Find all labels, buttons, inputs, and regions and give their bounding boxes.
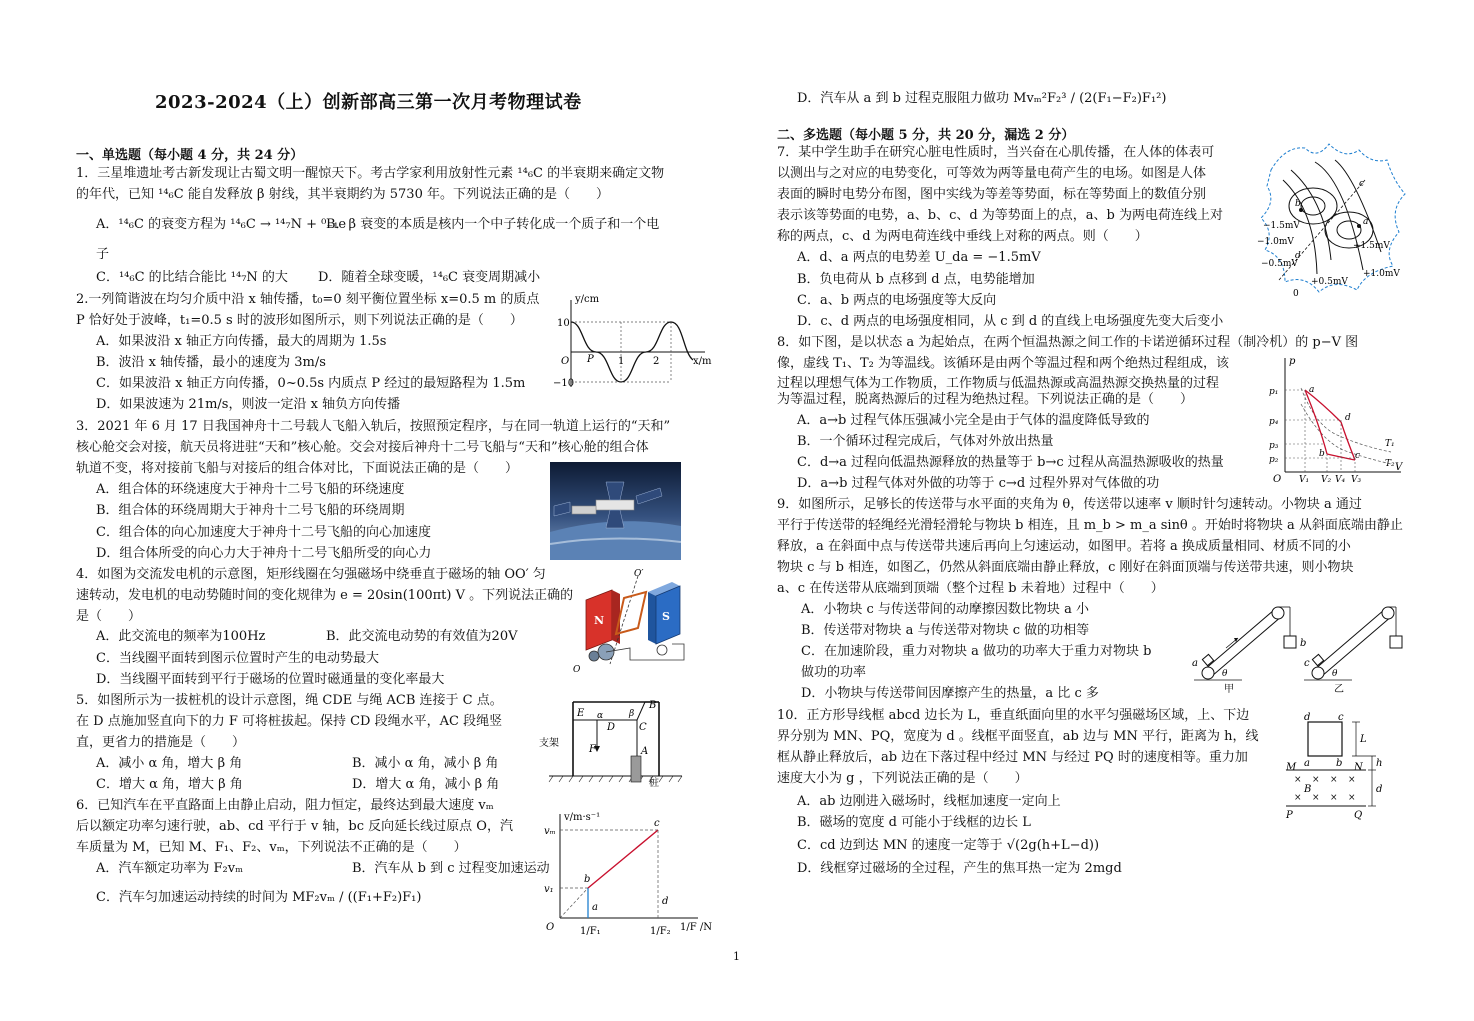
- q5-option-d: D．增大 α 角，减小 β 角: [352, 777, 500, 792]
- q9-label-a: a: [1192, 658, 1198, 669]
- q9-option-d: D．小物块与传送带间因摩擦产生的热量，a 比 c 多: [801, 686, 1099, 701]
- q8-stem-2: 像，虚线 T₁、T₂ 为等温线。该循环是由两个等温过程和两个绝热过程组成，该: [777, 356, 1230, 371]
- q9-label-theta1: θ: [1222, 669, 1228, 679]
- q4-option-a: A．此交流电的频率为100Hz: [96, 629, 266, 644]
- q6-option-b: B．汽车从 b 到 c 过程变加速运动: [352, 861, 550, 876]
- q7-label-m15: −1.5mV: [1263, 221, 1300, 231]
- q3-option-d: D．组合体所受的向心力大于神舟十二号飞船所受的向心力: [96, 546, 432, 561]
- q5-pile-puller-figure: [537, 694, 687, 789]
- q3-spacecraft-photo: [550, 462, 681, 560]
- q2-y-label: y/cm: [575, 294, 600, 305]
- q8-option-a: A．a→b 过程气体压强减小完全是由于气体的温度降低导致的: [797, 413, 1150, 428]
- q9-stem-3: 释放，a 在斜面中点与传送带共速后再向上匀速运动，如图甲。若将 a 换成质量相同、材质不同的小: [777, 539, 1351, 554]
- q2-option-a: A．如果波沿 x 轴正方向传播，最大的周期为 1.5s: [96, 334, 387, 349]
- q5-stem-2: 在 D 点施加竖直向下的力 F 可将桩拔起。保持 CD 段绳水平，AC 段绳竖: [76, 714, 503, 729]
- q5-option-c: C．增大 α 角，增大 β 角: [96, 777, 243, 792]
- q6-velocity-graph: [538, 806, 712, 946]
- q8-label-v: V: [1395, 462, 1403, 473]
- q7-stem-5: 称的两点，c、d 为两电荷连线中垂线上对称的两点。则（ ）: [777, 229, 1148, 244]
- q3-stem-1: 3．2021 年 6 月 17 日我国神舟十二号载人飞船入轨后，按照预定程序，与在同一轨道上运行的“天和”: [76, 419, 671, 434]
- section-multiple-choice: 二、多选题（每小题 5 分，共 20 分，漏选 2 分）: [777, 128, 1075, 143]
- svg-text:×: ×: [1312, 775, 1320, 785]
- q8-point-c: c: [1355, 451, 1361, 461]
- q10-label-q: Q: [1354, 810, 1363, 821]
- q7-label-m10: −1.0mV: [1257, 237, 1294, 247]
- q8-point-b: b: [1319, 449, 1325, 459]
- q5-stem-1: 5．如图所示为一拔桩机的设计示意图，绳 CDE 与绳 ACB 连接于 C 点。: [76, 693, 503, 708]
- q10-option-a: A．ab 边刚进入磁场时，线框加速度一定向上: [797, 794, 1061, 809]
- q6-x-label: 1/F /N: [680, 922, 712, 933]
- q8-label-v2: V₂: [1321, 475, 1332, 485]
- q4-label-o: O: [573, 665, 581, 675]
- q4-label-o-prime: O′: [634, 569, 644, 579]
- q9-conveyor-figure: [1186, 596, 1406, 696]
- q8-stem-1: 8．如下图，是以状态 a 为起始点，在两个恒温热源之间工作的卡诺逆循环过程（制冷机）的 p−V 图: [777, 335, 1359, 350]
- q3-option-a: A．组合体的环绕速度大于神舟十二号飞船的环绕速度: [96, 482, 405, 497]
- q8-label-p1: p₁: [1269, 387, 1279, 397]
- q3-option-b: B．组合体的环绕周期大于神舟十二号飞船的环绕周期: [96, 503, 405, 518]
- q5-label-frame: 支架: [539, 738, 559, 749]
- q7-label-p10: +1.0mV: [1363, 269, 1400, 279]
- q9-stem-1: 9．如图所示，足够长的传送带与水平面的夹角为 θ，传送带以速率 v 顺时针匀速转动。小物块 a 通过: [777, 497, 1362, 512]
- q6-label-b: b: [584, 874, 591, 885]
- q1-option-a: A．¹⁴₆C 的衰变方程为 ¹⁴₆C → ¹⁴₇N + ⁰₋₁e: [96, 217, 347, 232]
- q8-label-p: p: [1289, 356, 1296, 367]
- q7-stem-3: 表面的瞬时电势分布图，图中实线为等差等势面，标在等势面上的数值分别: [777, 187, 1207, 202]
- q2-point-p: P: [587, 354, 594, 365]
- q6-label-d: d: [662, 896, 669, 907]
- q8-option-c: C．d→a 过程向低温热源释放的热量等于 b→c 过程从高温热源吸收的热量: [797, 455, 1224, 470]
- q5-pile: [631, 756, 641, 782]
- q10-label-c: c: [1338, 712, 1344, 723]
- q9-caption-yi: 乙: [1334, 684, 1344, 695]
- q6-label-a: a: [592, 902, 598, 913]
- q10-label-n: N: [1354, 762, 1363, 773]
- q2-option-c: C．如果波沿 x 轴正方向传播，0~0.5s 内质点 P 经过的最短路程为 1.5m: [96, 376, 526, 391]
- q1-option-c: C．¹⁴₆C 的比结合能比 ¹⁴₇N 的大: [96, 270, 288, 285]
- q8-pv-diagram: [1265, 354, 1405, 484]
- q10-label-h: h: [1376, 758, 1383, 769]
- q6-y-label: v/m·s⁻¹: [564, 812, 601, 823]
- q8-label-v3: V₃: [1351, 475, 1362, 485]
- q8-label-t1: T₁: [1385, 439, 1395, 449]
- q1-stem-2: 的年代，已知 ¹⁴₆C 能自发释放 β 射线，其半衰期约为 5730 年。下列说法正确的是（ ）: [76, 187, 609, 202]
- q6-stem-2: 后以额定功率匀速行驶，ab、cd 平行于 v 轴，bc 反向延长线过原点 O，汽: [76, 819, 513, 834]
- q8-label-p2: p₂: [1269, 455, 1279, 465]
- svg-text:×: ×: [1294, 793, 1302, 803]
- q5-label-a: A: [641, 746, 649, 757]
- q10-option-b: B．磁场的宽度 d 可能小于线框的边长 L: [797, 815, 1031, 830]
- q5-label-e: E: [577, 708, 585, 719]
- q6-label-c: c: [654, 818, 660, 829]
- q9-option-c: C．在加速阶段，重力对物块 a 做功的功率大于重力对物块 b: [801, 644, 1152, 659]
- q9-option-a: A．小物块 c 与传送带间的动摩擦因数比物块 a 小: [801, 602, 1089, 617]
- q4-option-b: B．此交流电动势的有效值为20V: [326, 629, 518, 644]
- q9-figure-yi: [1304, 607, 1402, 695]
- q9-caption-jia: 甲: [1224, 684, 1234, 695]
- q8-label-p3: p₃: [1269, 441, 1279, 451]
- q5-label-pile: 桩: [649, 778, 659, 789]
- q1-option-d: D．随着全球变暖，¹⁴₆C 衰变周期减小: [318, 270, 541, 285]
- q10-label-width-d: d: [1376, 784, 1383, 795]
- q6-label-o: O: [546, 922, 555, 933]
- q5-option-b: B．减小 α 角，减小 β 角: [352, 756, 499, 771]
- q6-label-vm: vₘ: [544, 826, 556, 837]
- q5-stem-3: 直，更省力的措施是（ ）: [76, 735, 246, 750]
- q5-label-d: D: [607, 722, 616, 733]
- q10-option-c: C．cd 边到达 MN 的速度一定等于 √(2g(h+L−d)): [797, 838, 1100, 853]
- q10-option-d: D．线框穿过磁场的全过程，产生的焦耳热一定为 2mgd: [797, 861, 1122, 876]
- q2-origin: O: [561, 356, 570, 367]
- q1-option-b: B．β 衰变的本质是核内一个中子转化成一个质子和一个电: [326, 217, 660, 232]
- q8-label-v1: V₁: [1299, 475, 1310, 485]
- q7-label-zero: 0: [1293, 289, 1299, 299]
- svg-text:×: ×: [1348, 775, 1356, 785]
- q8-stem-4: 为等温过程，脱离热源后的过程为绝热过程。下列说法正确的是（ ）: [777, 392, 1194, 407]
- q3-stem-3: 轨道不变，将对接前飞船与对接后的组合体对比，下面说法正确的是（ ）: [76, 461, 519, 476]
- q2-stem-1: 2.一列简谐波在均匀介质中沿 x 轴传播，t₀=0 刻平衡位置坐标 x=0.5 m 的质点: [76, 292, 540, 307]
- q9-option-b: B．传送带对物块 a 与传送带对物块 c 做的功相等: [801, 623, 1090, 638]
- q7-label-m05: −0.5mV: [1261, 259, 1298, 269]
- q10-stem-1: 10．正方形导线框 abcd 边长为 L，垂直纸面向里的水平匀强磁场区域，上、下边: [777, 708, 1250, 723]
- q10-label-b: b: [1336, 758, 1343, 769]
- q7-option-d: D．c、d 两点的电场强度相同，从 c 到 d 的直线上电场强度先变大后变小: [797, 314, 1224, 329]
- svg-text:×: ×: [1330, 775, 1338, 785]
- q8-label-o: O: [1273, 474, 1282, 485]
- q7-stem-4: 表示该等势面的电势，a、b、c、d 为等势面上的点，a、b 为两电荷连线上对: [777, 208, 1224, 223]
- q4-option-c: C．当线圈平面转到图示位置时产生的电动势最大: [96, 651, 379, 666]
- q6-option-d: D．汽车从 a 到 b 过程克服阻力做功 Mvₘ²F₂³ / (2(F₁−F₂)F₁²): [797, 91, 1167, 106]
- q9-stem-5: a、c 在传送带从底端到顶端（整个过程 b 未着地）过程中（ ）: [777, 581, 1164, 596]
- q10-stem-2: 界分别为 MN、PQ，宽度为 d 。线框平面竖直，ab 边与 MN 平行，距离为 h，线: [777, 729, 1259, 744]
- q2-option-b: B．波沿 x 轴传播，最小的速度为 3m/s: [96, 355, 326, 370]
- q3-stem-2: 核心舱交会对接，航天员将进驻“天和”核心舱。交会对接后神舟十二号飞船与“天和”核心舱的组合体: [76, 440, 649, 455]
- q2-option-d: D．如果波速为 21m/s，则波一定沿 x 轴负方向传播: [96, 397, 401, 412]
- q9-stem-2: 平行于传送带的轻绳经光滑轻滑轮与物块 b 相连，且 m_b > m_a sinθ 。开始时将物块 a 从斜面底端由静止: [777, 518, 1403, 533]
- q9-figure-jia: [1192, 607, 1306, 695]
- q8-stem-3: 过程以理想气体为工作物质，工作物质与低温热源或高温热源交换热量的过程: [777, 376, 1220, 391]
- q7-point-c: c: [1359, 179, 1365, 189]
- q8-option-d: D．a→b 过程气体对外做的功等于 c→d 过程外界对气体做的功: [797, 476, 1160, 491]
- q7-stem-1: 7．某中学生助手在研究心脏电性质时，当兴奋在心肌传播，在人体的体表可: [777, 145, 1215, 160]
- svg-text:×: ×: [1348, 793, 1356, 803]
- q3-option-c: C．组合体的向心加速度大于神舟十二号飞船的向心加速度: [96, 525, 431, 540]
- q6-stem-1: 6．已知汽车在平直路面上由静止启动，阻力恒定，最终达到最大速度 vₘ: [76, 798, 494, 813]
- q2-wave-figure: [553, 292, 713, 392]
- q5-option-a: A．减小 α 角，增大 β 角: [96, 756, 243, 771]
- exam-title: 2023-2024（上）创新部高三第一次月考物理试卷: [155, 92, 582, 113]
- q7-option-c: C．a、b 两点的电场强度等大反向: [797, 293, 997, 308]
- q9-label-c: c: [1304, 658, 1310, 669]
- q4-label-s: S: [662, 610, 670, 623]
- q4-label-n: N: [594, 614, 605, 627]
- q5-label-alpha: α: [597, 711, 604, 721]
- svg-text:×: ×: [1330, 793, 1338, 803]
- q2-stem-2: P 恰好处于波峰，t₁=0.5 s 时的波形如图所示，则下列说法正确的是（ ）: [76, 313, 523, 328]
- section-single-choice: 一、单选题（每小题 4 分，共 24 分）: [76, 148, 304, 163]
- q10-label-p: P: [1286, 810, 1293, 821]
- q10-label-a: a: [1304, 758, 1310, 769]
- q7-potential-figure: [1255, 140, 1405, 300]
- q7-point-b: b: [1295, 199, 1301, 209]
- q10-coil-field-figure: [1282, 708, 1392, 824]
- q8-point-d: d: [1345, 413, 1351, 423]
- q7-option-b: B．负电荷从 b 点移到 d 点，电势能增加: [797, 272, 1035, 287]
- q10-square-coil: [1308, 722, 1342, 756]
- q10-label-m: M: [1286, 762, 1297, 773]
- q1-stem-1: 1．三星堆遗址考古新发现让古蜀文明一醒惊天下。考古学家利用放射性元素 ¹⁴₆C 的半衰期来确定文物: [76, 166, 665, 181]
- q7-option-a: A．d、a 两点的电势差 U_da = −1.5mV: [797, 250, 1041, 265]
- q7-point-d: d: [1295, 251, 1301, 261]
- q6-label-v1: v₁: [544, 884, 554, 895]
- q8-label-t2: T₂: [1385, 459, 1395, 469]
- q5-label-c: C: [639, 722, 647, 733]
- q8-option-b: B．一个循环过程完成后，气体对外放出热量: [797, 434, 1054, 449]
- q7-point-a: a: [1363, 217, 1369, 227]
- q6-tick-2: 1/F₂: [650, 926, 671, 937]
- q6-tick-1: 1/F₁: [580, 926, 601, 937]
- q5-label-beta: β: [629, 709, 635, 719]
- q8-process-cd: [1341, 422, 1355, 460]
- page-number: 1: [733, 950, 740, 963]
- q10-label-d: d: [1304, 712, 1311, 723]
- q4-coil: [616, 592, 646, 634]
- svg-text:×: ×: [1294, 775, 1302, 785]
- q3-station-core: [596, 500, 634, 510]
- q2-x-tick-1: 1: [618, 356, 625, 367]
- q9-option-c-cont: 做功的功率: [801, 665, 867, 680]
- q8-point-a: a: [1309, 385, 1315, 395]
- q8-label-v4: V₄: [1335, 475, 1346, 485]
- q10-label-b-field: B: [1304, 784, 1312, 795]
- q6-segment-bc: [588, 830, 658, 888]
- q7-label-p15: +1.5mV: [1353, 241, 1390, 251]
- q9-stem-4: 物块 c 与 b 相连，如图乙，仍然从斜面底端由静止释放，c 刚好在斜面顶端与传送带共速，则小物块: [777, 560, 1354, 575]
- q6-option-a: A．汽车额定功率为 F₂vₘ: [96, 861, 244, 876]
- q5-label-b: B: [649, 700, 657, 711]
- q5-label-f: F: [589, 744, 596, 755]
- q4-ammeter: [657, 645, 667, 655]
- q4-stem-2: 速转动，发电机的电动势随时间的变化规律为 e = 20sin(100πt) V 。下列说法正确的: [76, 588, 574, 603]
- q4-stem-3: 是（ ）: [76, 609, 142, 624]
- q10-label-l: L: [1360, 734, 1367, 745]
- q6-option-c: C．汽车匀加速运动持续的时间为 MF₂vₘ / ((F₁+F₂)F₁): [96, 890, 422, 905]
- q4-option-d: D．当线圈平面转到平行于磁场的位置时磁通量的变化率最大: [96, 672, 445, 687]
- q7-stem-2: 以测出与之对应的电势变化，可等效为两等量电荷产生的电场。如图是人体: [777, 166, 1207, 181]
- svg-text:×: ×: [1312, 793, 1320, 803]
- q4-generator-figure: [572, 568, 688, 676]
- q10-stem-3: 框从静止释放后，ab 边在下落过程中经过 MN 与经过 PQ 时的速度相等。重力加: [777, 750, 1248, 765]
- q9-label-b1: b: [1300, 638, 1307, 649]
- q7-label-p05: +0.5mV: [1311, 277, 1348, 287]
- q10-stem-4: 速度大小为 g ，下列说法正确的是（ ）: [777, 771, 1028, 786]
- q9-label-theta2: θ: [1332, 669, 1338, 679]
- q2-x-label: x/m: [693, 356, 712, 367]
- q2-y-tick-pos: 10: [557, 318, 570, 329]
- q2-y-tick-neg: −10: [553, 378, 575, 389]
- q4-stem-1: 4．如图为交流发电机的示意图，矩形线圈在匀强磁场中绕垂直于磁场的轴 OO′ 匀: [76, 567, 546, 582]
- q1-option-b-cont: 子: [96, 247, 110, 262]
- q6-stem-3: 车质量为 M，已知 M、F₁、F₂、vₘ，下列说法不正确的是（ ）: [76, 840, 467, 855]
- q2-x-tick-2: 2: [653, 356, 660, 367]
- q8-label-p4: p₄: [1269, 417, 1279, 427]
